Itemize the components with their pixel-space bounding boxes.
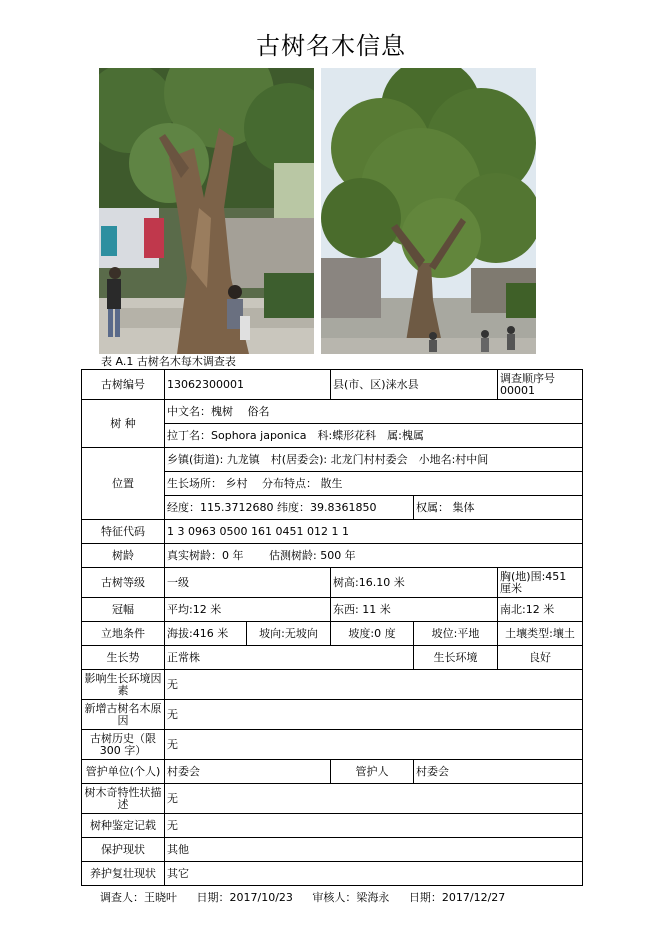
girth-value: 胸(地)围:451 厘米 [498,568,583,598]
tree-trunk-photo [99,68,314,354]
location-habitat: 生长场所： 乡村 分布特点： 散生 [165,472,583,496]
protection-value: 其他 [165,838,583,862]
site-label: 立地条件 [82,622,165,646]
table-row [82,814,583,838]
features-value: 无 [165,784,583,814]
rejuvenation-label: 养护复壮现状 [82,862,165,886]
crown-label: 冠幅 [82,598,165,622]
table-row [82,730,583,760]
factors-label: 影响生长环境因素 [82,670,165,700]
new-reason-label: 新增古树名木原因 [82,700,165,730]
age-value: 真实树龄：0 年 估测树龄: 500 年 [165,544,583,568]
crown-east-west: 东西: 11 米 [331,598,498,622]
table-caption: 表 A.1 古树名木每木调查表 [101,355,236,368]
custodian-person-value: 村委会 [414,760,583,784]
rejuvenation-value: 其它 [165,862,583,886]
tree-canopy-photo [321,68,536,354]
table-row [82,544,583,568]
identification-value: 无 [165,814,583,838]
location-coordinates: 经度：115.3712680 纬度：39.8361850 [165,496,414,520]
id-label: 古树编号 [82,370,165,400]
slope-position-value: 坡位:平地 [414,622,498,646]
reviewer: 审核人：梁海永 [312,891,390,904]
table-row [82,598,583,622]
ownership-value: 权属： 集体 [414,496,583,520]
features-label: 树木奇特性状描述 [82,784,165,814]
table-row [82,622,583,646]
history-label: 古树历史（限 300 字） [82,730,165,760]
new-reason-value: 无 [165,700,583,730]
species-latin-name: 拉丁名：Sophora japonica 科:蝶形花科 属:槐属 [165,424,583,448]
custodian-unit-label: 管护单位(个人) [82,760,165,784]
table-row [82,760,583,784]
vigor-label: 生长势 [82,646,165,670]
species-label: 树 种 [82,400,165,448]
surveyor: 调查人：王晓叶 [100,891,177,904]
county-value: 县(市、区)涞水县 [331,370,498,400]
table-row [82,448,583,472]
custodian-person-label: 管护人 [331,760,414,784]
code-label: 特征代码 [82,520,165,544]
environment-value: 良好 [498,646,583,670]
history-value: 无 [165,730,583,760]
table-row [82,838,583,862]
environment-label: 生长环境 [414,646,498,670]
table-row [82,700,583,730]
table-row [82,568,583,598]
grade-label: 古树等级 [82,568,165,598]
aspect-value: 坡向:无坡向 [247,622,331,646]
id-value: 13062300001 [165,370,331,400]
table-row [82,520,583,544]
code-value: 1 3 0963 0500 161 0451 012 1 1 [165,520,583,544]
altitude-value: 海拔:416 米 [165,622,247,646]
protection-label: 保护现状 [82,838,165,862]
crown-average: 平均:12 米 [165,598,331,622]
soil-type-value: 土壤类型:壤土 [498,622,583,646]
table-row [82,400,583,424]
table-row [82,646,583,670]
review-date: 日期：2017/12/27 [408,891,506,904]
factors-value: 无 [165,670,583,700]
species-cn-name: 中文名：槐树 俗名 [165,400,583,424]
page-title: 古树名木信息 [256,32,406,60]
table-row [82,862,583,886]
age-label: 树龄 [82,544,165,568]
survey-table [81,369,583,886]
location-town: 乡镇(街道): 九龙镇 村(居委会): 北龙门村村委会 小地名:村中间 [165,448,583,472]
identification-label: 树种鉴定记载 [82,814,165,838]
slope-value: 坡度:0 度 [331,622,414,646]
custodian-unit-value: 村委会 [165,760,331,784]
survey-date: 日期：2017/10/23 [196,891,293,904]
vigor-value: 正常株 [165,646,414,670]
height-value: 树高:16.10 米 [331,568,498,598]
sequence-label: 调查顺序号 [500,371,556,385]
location-label: 位置 [82,448,165,520]
sequence-value: 00001 [500,383,536,397]
table-row [82,670,583,700]
sequence-cell [498,370,583,400]
signature-footer [100,889,521,905]
grade-value: 一级 [165,568,331,598]
crown-north-south: 南北:12 米 [498,598,583,622]
table-row [82,784,583,814]
table-row [82,370,583,400]
